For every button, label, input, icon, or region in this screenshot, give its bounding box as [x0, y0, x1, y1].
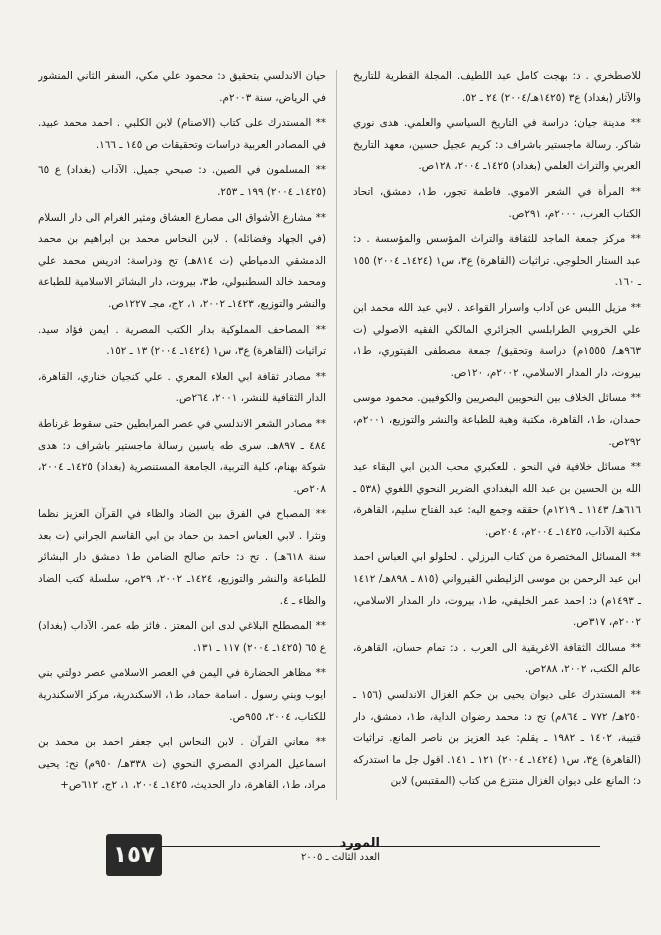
bibliography-entry: ** المستدرك على ديوان يحيى بن حكم الغزال الاندلسي (١٥٦ ـ ٢٥٠هـ/ ٧٧٢ ـ ٨٦٤م) تح د: محمد رضوان الداية، ط١، دمشق، دار قتيبة، ١٤٠٢ ـ ١٩٨٢ ـ يقلم: عبد العزيز بن ناصر المانع. تراثيات (القاهرة) ع٣، س١ (١٤٢٤ـ ٢٠٠٤) ١٢١ ـ ١٤١. اقول جل ما استدركه د: المانع على ديوان الغزال منتزع من كتاب (المقتبس) لابن	[353, 689, 641, 788]
bibliography-entry: ** المستدرك على كتاب (الاصنام) لابن الكلبي . احمد محمد عبيد. في المصادر العربية دراسات وتحقيقات ص ١٤٥ ـ ١٦٦.	[38, 117, 326, 151]
column-divider	[336, 70, 337, 800]
journal-name: المورد	[339, 836, 380, 851]
bibliography-entry: ** معاني القرآن . لابن النحاس ابي جعفر احمد بن محمد بن اسماعيل المرادي المصري النحوي (ت ٣٣٨هـ/ ٩٥٠م) تح: يحيى مراد، ط١، القاهرة، دار الحديث، ١٤٢٥ـ ٢٠٠٤، ١، ٢ج، ٦١٢ص+	[38, 736, 326, 792]
bibliography-entry: ** المسائل المختصرة من كتاب البرزلي . لحلولو ابي العباس احمد ابن عبد الرحمن بن موسى الزليطني القيرواني (٨١٥ ـ ٨٩٨هـ/ ١٤١٢ ـ ١٤٩٣م) د: احمد عمر الخليفي، ط١، بيروت، دار المدار الاسلامي، ٢٠٠٢م، ٣١٧ص.	[353, 551, 641, 629]
bibliography-entry: ** المصباح في الفرق بين الضاد والظاء في القرآن العزيز نظما ونثرا . لابي العباس احمد بن حماد بن ابي القاسم الجراني (ت بعد سنة ٦١٨هـ) . تح د: حاتم صالح الضامن ط١ دمشق دار البشائر للطباعة والنشر والتوزيع، ١٤٢٤ـ ٢٠٠٢، ٢٩ص، سلسلة كتب الضاد والظاء ـ ٤.	[38, 508, 326, 607]
bibliography-entry: ** مسائل الخلاف بين النحويين البصريين والكوفيين. محمود موسى حمدان، ط١، القاهرة، مكتبة وهبة للطباعة والنشر والتوزيع، ٢٠٠١م، ٢٩٢ص.	[353, 392, 641, 448]
bibliography-entry: ** مظاهر الحضارة في اليمن في العصر الاسلامي عصر دولتي بني ايوب وبني رسول . اسامة حماد، ط١، الاسكندرية، مركز الاسكندرية للكتاب، ٢٠٠٤، ٩٥٥ص.	[38, 667, 326, 723]
right-column	[353, 66, 641, 806]
bibliography-entry: ** مصادر ثقافة ابي العلاء المعري . علي كنجيان خناري، القاهرة، الدار الثقافية للنشر، ٢٠٠١، ٢٦٤ص.	[38, 370, 326, 405]
issue-label: العدد الثالث ـ ٢٠٠٥	[300, 852, 380, 863]
left-column	[38, 66, 326, 806]
bibliography-entry: ** مصادر الشعر الاندلسي في عصر المرابطين حتى سقوط غرناطة ٤٨٤ ـ ٨٩٧هـ. سرى طه ياسين رسالة ماجستير باشراف د: هدى شوكة بهنام، كلية التربية، الجامعة المستنصرية (بغداد) ١٤٢٥ـ ٢٠٠٤، ٢٠٨ص.	[38, 417, 326, 495]
footer-rule	[160, 846, 600, 847]
bibliography-entry: ** مشارع الأشواق الى مصارع العشاق ومثير الغرام الى دار السلام (في الجهاد وفضائله) . لابن النحاس محمد بن ابراهيم بن محمد الدمشقي الدمياطي (ت ٨١٤هـ) تح ودراسة: ادريس محمد علي ومحمد خالد السطنبولي، ط٣، بيروت، دار البشائر الاسلامية للطباعة والنشر والتوزيع، ١٤٢٣ـ ٢٠٠٢، ١، ٢ج، مجـ ١٢٢٧ص.	[38, 211, 326, 310]
bibliography-entry: ** مسائل خلافية في النحو . للعكبري محب الدين ابي البقاء عبد الله بن الحسين بن عبد الله البغدادي الضرير النحوي اللغوي (٥٣٨ ـ ٦١٦هـ/ ١١٤٣ ـ ١٢١٩م) حققه وجمع اليه: عبد الفتاح سليم، القاهرة، مكتبة الآداب، ١٤٢٥ـ ٢٠٠٤م، ٢٠٤ص.	[353, 461, 641, 538]
bibliography-entry: ** مدينة جيان: دراسة في التاريخ السياسي والعلمي. هدى نوري شاكر. رسالة ماجستير باشراف د: كريم عجيل حسين، معهد التاريخ العربي والتراث العلمي (بغداد) ١٤٢٥ـ ٢٠٠٤، ١٢٨ص.	[353, 117, 641, 173]
bibliography-entry: ** المرأة في الشعر الاموي. فاطمة تجور، ط١، دمشق، اتحاد الكتاب العرب، ٢٠٠٠م، ٢٩١ص.	[353, 185, 641, 220]
bibliography-entry: ** المسلمون في الصين. د: صبحي جميل. الآداب (بغداد) ع ٦٥ (١٤٢٥ـ ٢٠٠٤) ١٩٩ ـ ٢٥٣.	[38, 164, 326, 198]
bibliography-entry: ** المصاحف المملوكية بدار الكتب المصرية . ايمن فؤاد سيد. تراثيات (القاهرة) ع٣، س١ (١٤٢٤ـ ٢٠٠٤) ١٣ ـ ١٥٢.	[38, 323, 326, 358]
bibliography-entry: ** المصطلح البلاغي لدى ابن المعتز . فائز طه عمر. الآداب (بغداد) ع ٦٥ (١٤٢٥ـ ٢٠٠٤) ١١٧ ـ ١٣١.	[38, 620, 326, 654]
bibliography-entry: حيان الاندلسي بتحقيق د: محمود علي مكي، السفر الثاني المنشور في الرياض، سنة ٢٠٠٣م.	[38, 70, 326, 104]
bibliography-entry: للاصطخري . د: بهجت كامل عبد اللطيف. المجلة القطرية للتاريخ والآثار (بغداد) ع٣ (١٤٢٥هـ/٢٠٠٤) ٢٤ ـ ٥٢.	[353, 70, 641, 104]
bibliography-entry: ** مركز جمعة الماجد للثقافة والتراث المؤسس والمؤسسة . د: عبد الستار الحلوجي. تراثيات (القاهرة) ع٣، س١ (١٤٢٤ـ ٢٠٠٤) ١٥٥ ـ ١٦٠.	[353, 233, 641, 289]
page-number: ١٥٧	[106, 834, 162, 876]
bibliography-entry: ** مزيل اللبس عن آداب واسرار القواعد . لابي عبد الله محمد ابن علي الخروبي الطرابلسي الجزائري المالكي الفقيه الاصولي (ت ٩٦٣هـ/ ١٥٥٥م) دراسة وتحقيق/ جمعة مصطفى الفيتوري، ط١، بيروت، دار المدار الاسلامي، ٢٠٠٢م، ١٢٠ص.	[353, 301, 641, 379]
bibliography-entry: ** مسالك الثقافة الاغريقية الى العرب . د: تمام حسان، القاهرة، عالم الكتب، ٢٠٠٢، ٢٨٨ص.	[353, 641, 641, 676]
